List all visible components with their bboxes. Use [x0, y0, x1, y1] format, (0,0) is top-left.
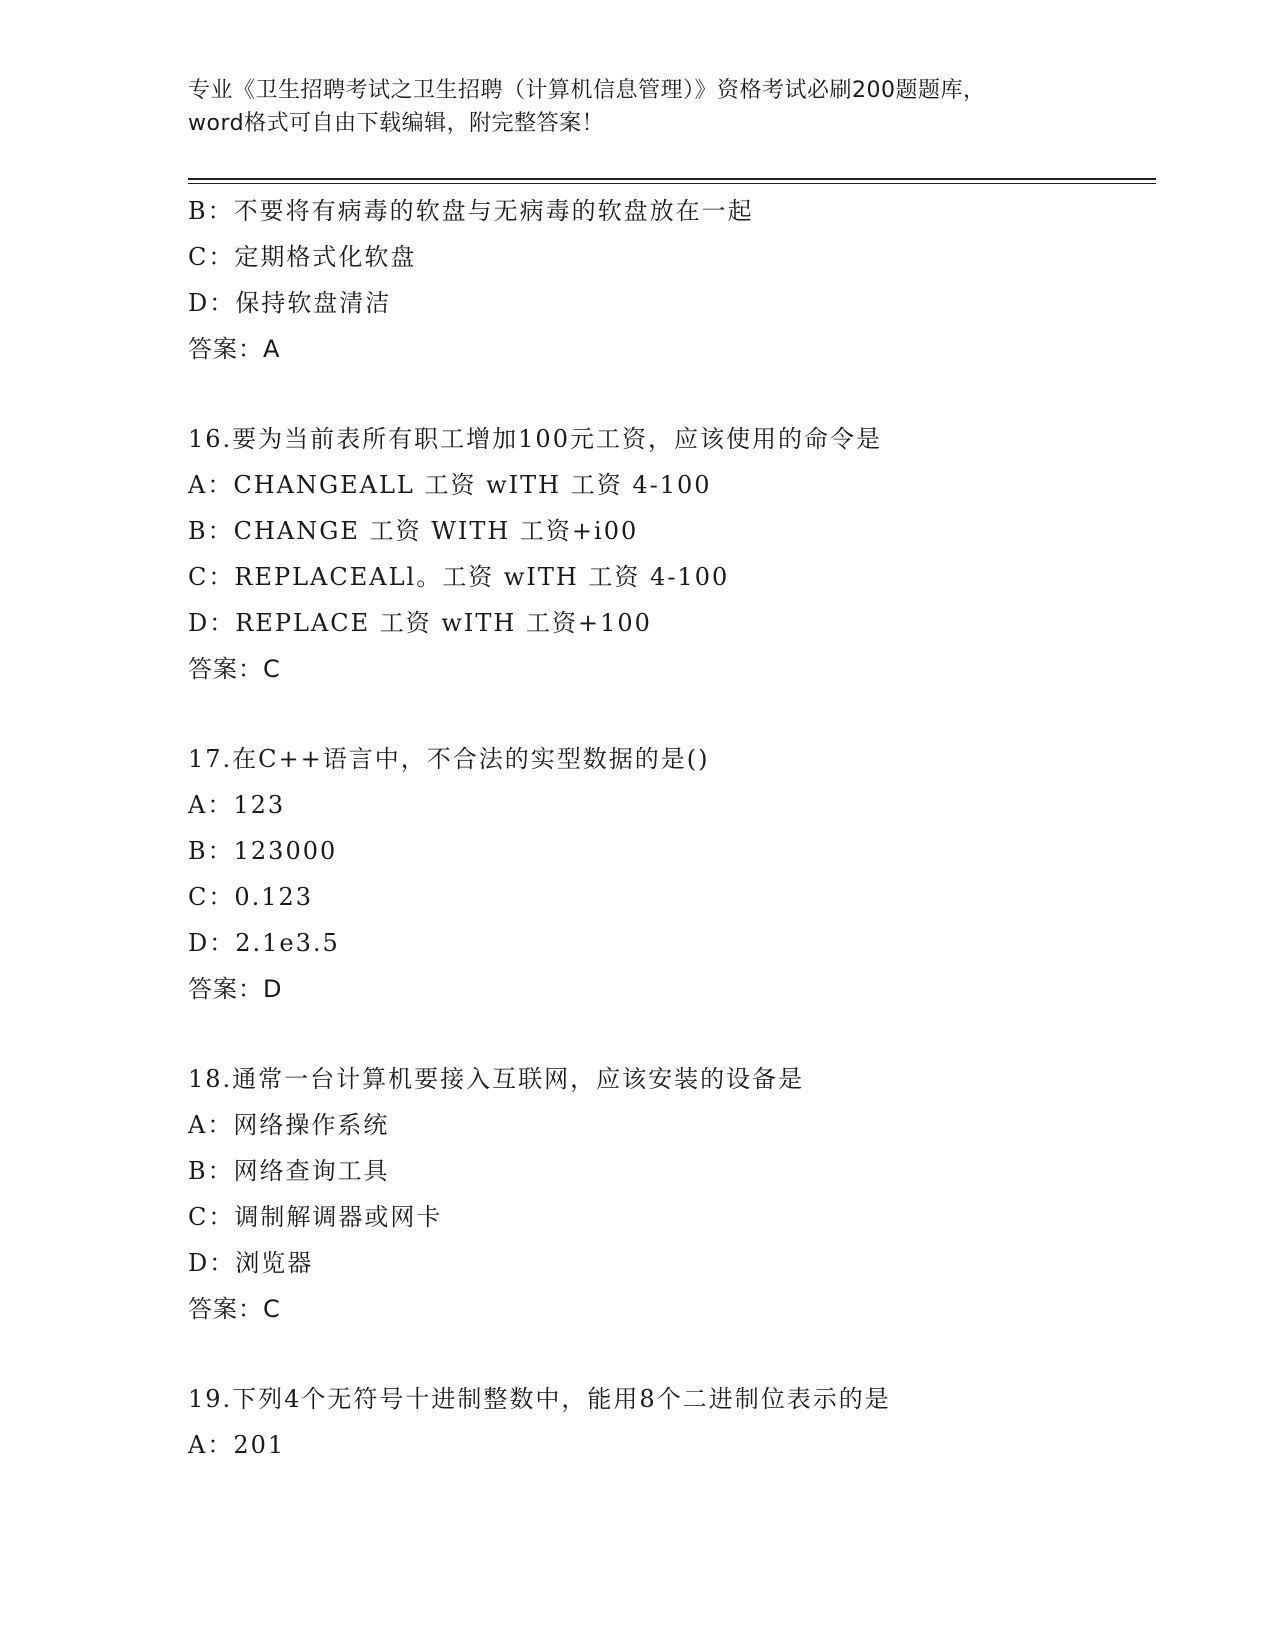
question-block [188, 1056, 1148, 1332]
header-divider-thin [188, 183, 1156, 184]
option-a: A：201 [188, 1431, 286, 1459]
answer-line: 答案：C [188, 655, 281, 683]
question-text: 19.下列4个无符号十进制整数中，能用8个二进制位表示的是 [188, 1385, 891, 1413]
question-text: 18.通常一台计算机要接入互联网，应该安装的设备是 [188, 1065, 805, 1093]
header-line-1: 专业《卫生招聘考试之卫生招聘（计算机信息管理）》资格考试必刷200题题库， [188, 78, 986, 103]
question-block [188, 736, 1148, 1012]
option-c: C：REPLACEALl。工资 wITH 工资 4-100 [188, 563, 730, 591]
option-a: A：CHANGEALL 工资 wITH 工资 4-100 [188, 471, 712, 499]
question-block [188, 416, 1148, 692]
answer-line: 答案：C [188, 1295, 281, 1323]
option-b: B：不要将有病毒的软盘与无病毒的软盘放在一起 [188, 197, 754, 225]
option-d: D：2.1e3.5 [188, 929, 340, 957]
document-body [188, 188, 1148, 1468]
option-b: B：123000 [188, 837, 338, 865]
option-a: A：123 [188, 791, 286, 819]
option-c: C：调制解调器或网卡 [188, 1203, 443, 1231]
option-a: A：网络操作系统 [188, 1111, 390, 1139]
question-text: 16.要为当前表所有职工增加100元工资，应该使用的命令是 [188, 425, 882, 453]
question-block [188, 188, 1148, 372]
option-b: B：CHANGE 工资 WITH 工资+i00 [188, 517, 639, 545]
header-line-2: word格式可自由下载编辑，附完整答案！ [188, 111, 605, 136]
option-d: D：REPLACE 工资 wITH 工资+100 [188, 609, 652, 637]
option-b: B：网络查询工具 [188, 1157, 390, 1185]
option-d: D：浏览器 [188, 1249, 314, 1277]
question-text: 17.在C++语言中，不合法的实型数据的是() [188, 745, 710, 773]
option-c: C：0.123 [188, 883, 314, 911]
answer-line: 答案：A [188, 335, 281, 363]
answer-line: 答案：D [188, 975, 283, 1003]
option-c: C：定期格式化软盘 [188, 243, 417, 271]
document-header [188, 74, 1088, 140]
question-block [188, 1376, 1148, 1468]
header-divider-thick [188, 178, 1156, 180]
option-d: D：保持软盘清洁 [188, 289, 392, 317]
